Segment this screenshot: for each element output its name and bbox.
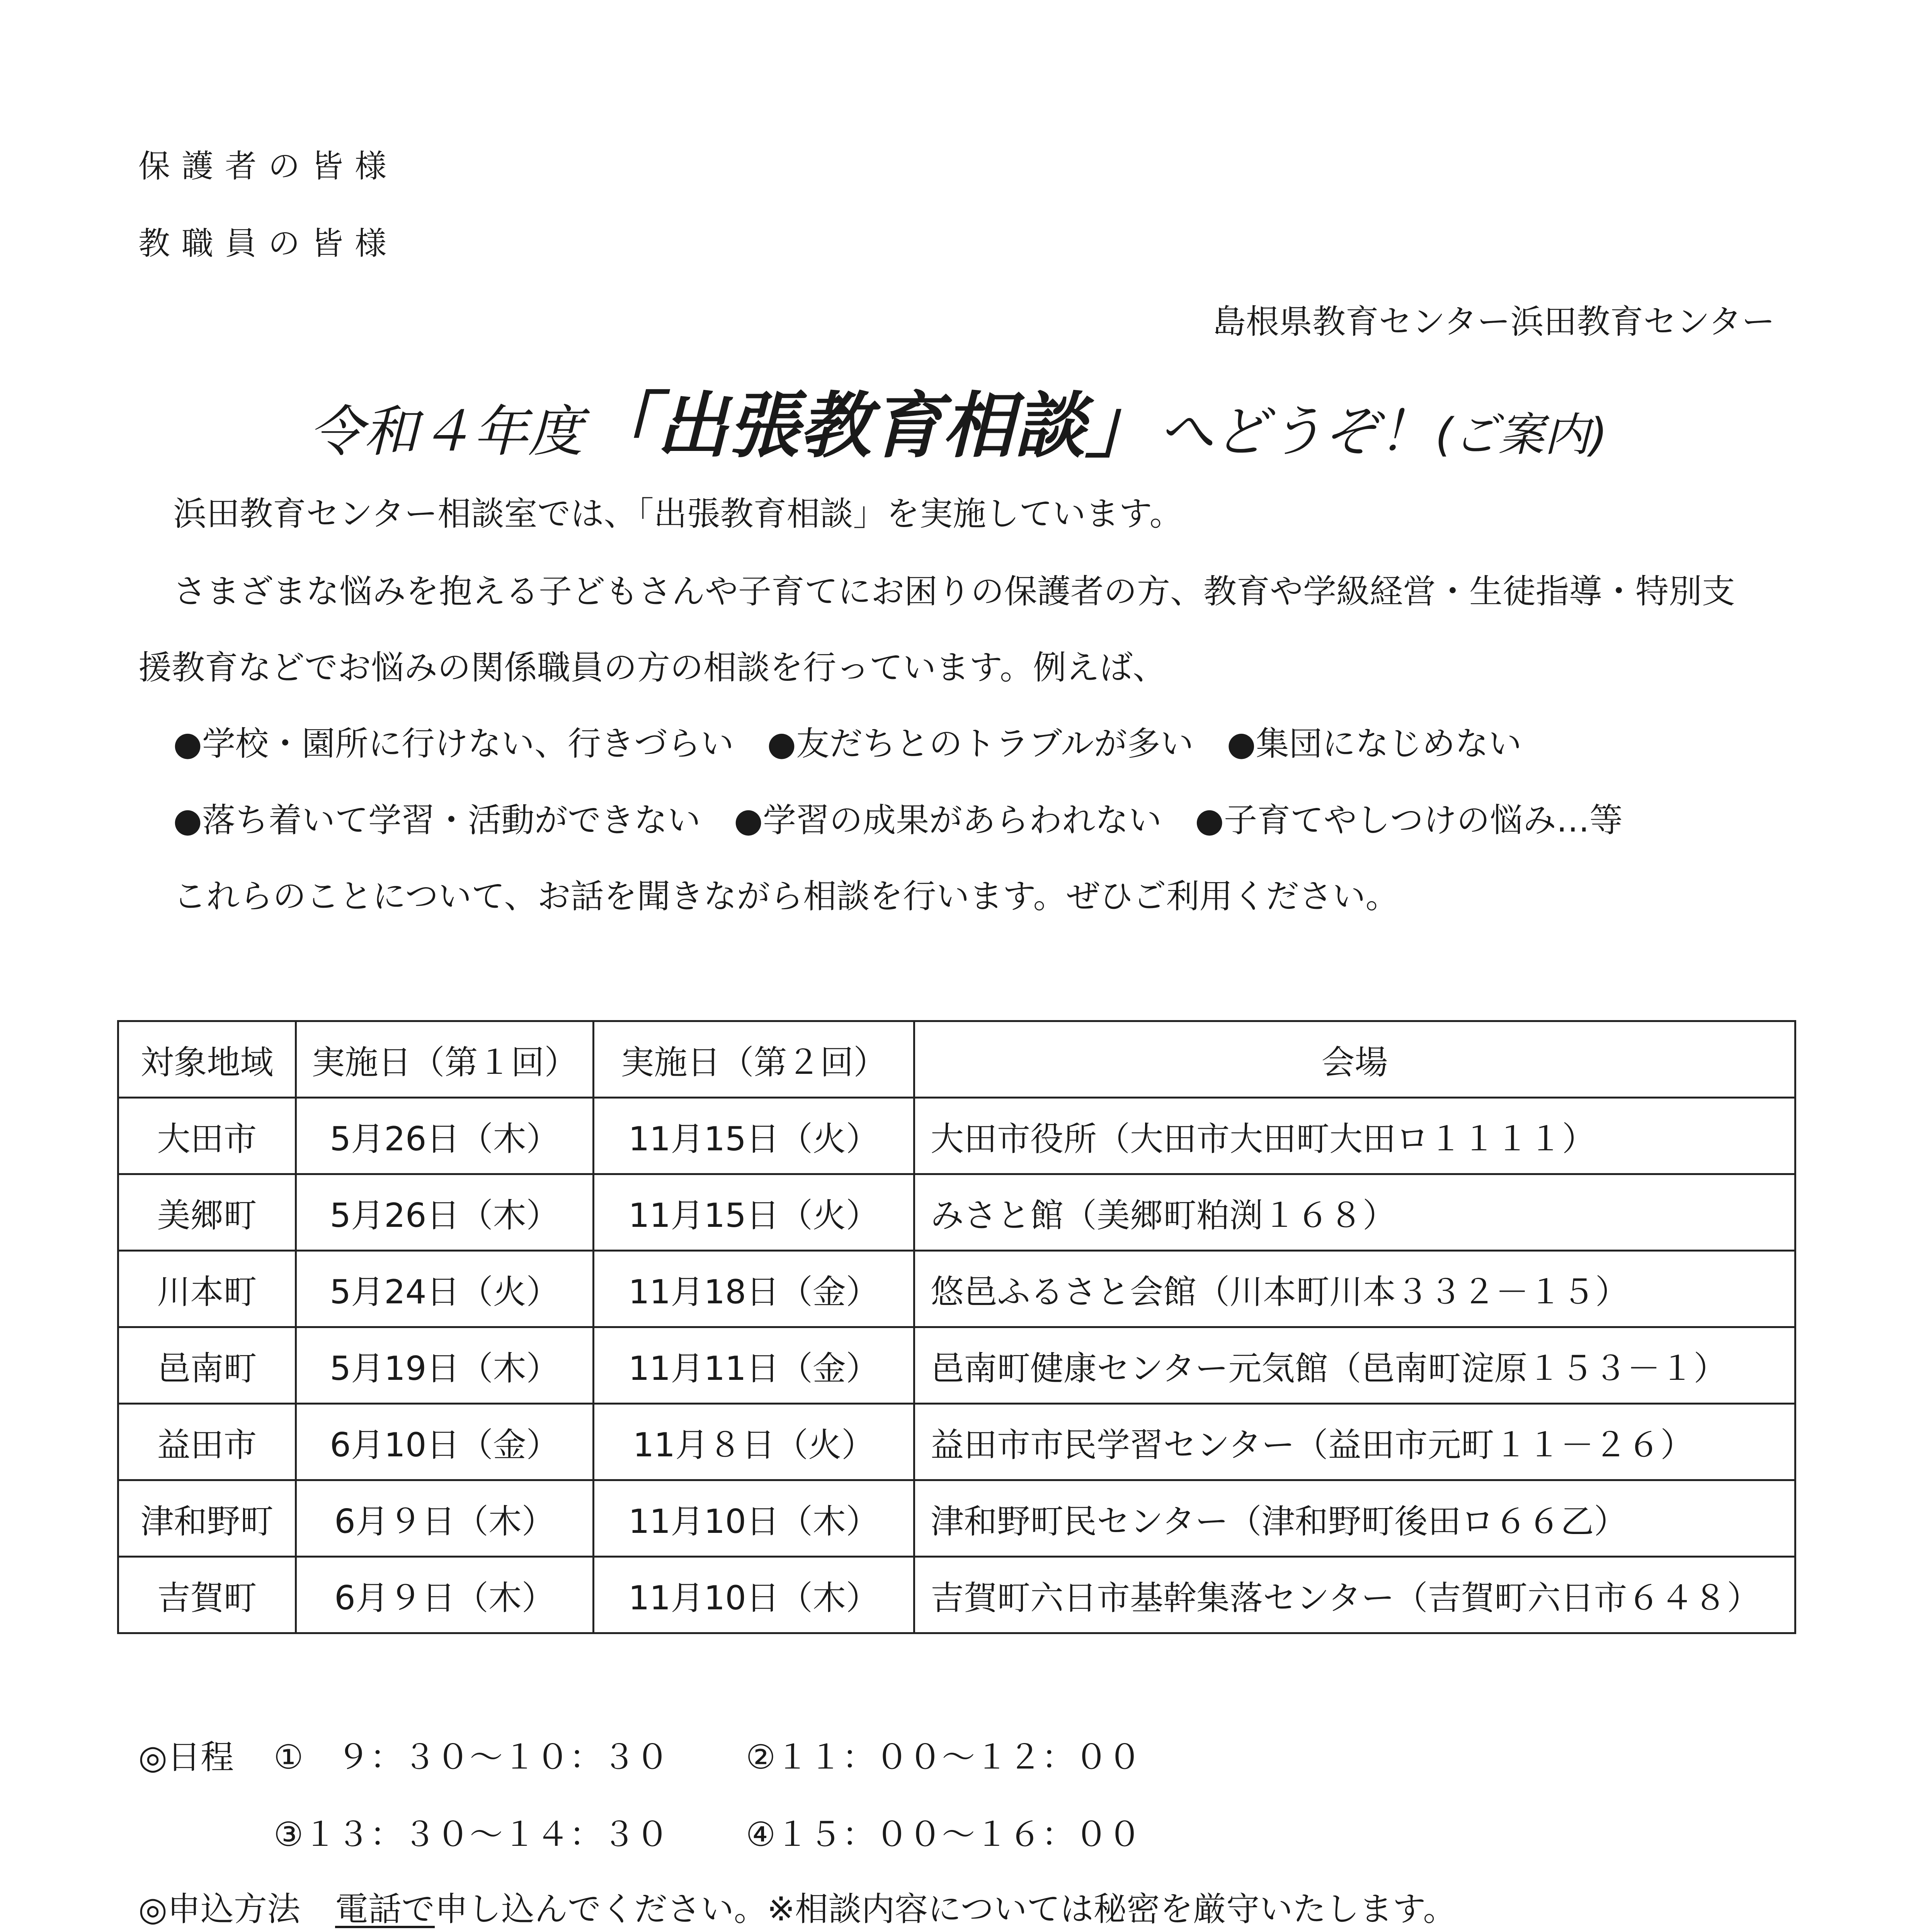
issuer: 島根県教育センター浜田教育センター (1212, 303, 1775, 341)
date-2-cell: 11月15日（火） (594, 1098, 914, 1174)
date-1-cell: 6月９日（木） (296, 1480, 594, 1557)
table-row (118, 1327, 1795, 1404)
table-row (118, 1251, 1795, 1327)
schedule-slot-3: ③１３：３０～１４：３０ (274, 1815, 669, 1854)
date-2-cell: 11月10日（木） (594, 1480, 914, 1557)
header-date-2: 実施日（第２回） (594, 1021, 914, 1098)
header-venue: 会場 (914, 1021, 1795, 1098)
date-1-cell: 6月９日（木） (296, 1557, 594, 1633)
venue-cell: 益田市市民学習センター（益田市元町１１－２６） (914, 1404, 1795, 1480)
addressee-guardians: 保護者の皆様 (138, 148, 398, 185)
header-date-1: 実施日（第１回） (296, 1021, 594, 1098)
region-cell: 美郷町 (118, 1174, 296, 1251)
venue-cell: 大田市役所（大田市大田町大田ロ１１１１） (914, 1098, 1795, 1174)
example-bullets-line-2: ●落ち着いて学習・活動ができない ●学習の成果があらわれない ●子育てやしつけの悩み…等 (173, 801, 1623, 840)
title-note: (ご案内) (1435, 408, 1608, 461)
venue-cell: 津和野町民センター（津和野町後田ロ６６乙） (914, 1480, 1795, 1557)
table-header-row (118, 1021, 1795, 1098)
date-1-cell: 6月10日（金） (296, 1404, 594, 1480)
table-row (118, 1404, 1795, 1480)
region-cell: 益田市 (118, 1404, 296, 1480)
apply-underlined: 電話で (335, 1890, 435, 1929)
date-2-cell: 11月18日（金） (594, 1251, 914, 1327)
title-main: 「出張教育相談」 (585, 384, 1157, 468)
region-cell: 川本町 (118, 1251, 296, 1327)
region-cell: 津和野町 (118, 1480, 296, 1557)
date-2-cell: 11月10日（木） (594, 1557, 914, 1633)
table-row (118, 1557, 1795, 1633)
venue-cell: みさと館（美郷町粕渕１６８） (914, 1174, 1795, 1251)
intro-paragraph-2-line-2: 援教育などでお悩みの関係職員の方の相談を行っています。例えば、 (138, 648, 1166, 687)
date-1-cell: 5月26日（木） (296, 1098, 594, 1174)
region-cell: 邑南町 (118, 1327, 296, 1404)
table-row (118, 1174, 1795, 1251)
schedule-label: ◎日程 (138, 1738, 234, 1777)
apply-method (138, 1890, 1457, 1929)
region-cell: 大田市 (118, 1098, 296, 1174)
table-row (118, 1480, 1795, 1557)
schedule-slot-4: ④１５：００～１６：００ (746, 1815, 1142, 1854)
apply-label: ◎申込方法 (138, 1890, 301, 1929)
schedule-table (117, 1020, 1796, 1634)
page-title (0, 384, 1916, 468)
example-bullets-line-1: ●学校・園所に行けない、行きづらい ●友だちとのトラブルが多い ●集団になじめない (173, 724, 1522, 763)
date-1-cell: 5月26日（木） (296, 1174, 594, 1251)
apply-text: 申し込んでください。※相談内容については秘密を厳守いたします。 (435, 1890, 1457, 1929)
date-2-cell: 11月15日（火） (594, 1174, 914, 1251)
title-suffix: へどうぞ！ (1159, 400, 1433, 464)
region-cell: 吉賀町 (118, 1557, 296, 1633)
intro-paragraph-2-line-1: さまざまな悩みを抱える子どもさんや子育てにお困りの保護者の方、教育や学級経営・生徒指導・特別支 (173, 572, 1735, 611)
date-2-cell: 11月８日（火） (594, 1404, 914, 1480)
date-1-cell: 5月19日（木） (296, 1327, 594, 1404)
intro-paragraph-1: 浜田教育センター相談室では、「出張教育相談」を実施しています。 (173, 495, 1183, 533)
addressee-staff: 教職員の皆様 (138, 225, 398, 262)
date-2-cell: 11月11日（金） (594, 1327, 914, 1404)
header-region: 対象地域 (118, 1021, 296, 1098)
title-prefix: 令和４年度 (308, 400, 583, 464)
closing-text: これらのことについて、お話を聞きながら相談を行います。ぜひご利用ください。 (173, 877, 1399, 916)
date-1-cell: 5月24日（火） (296, 1251, 594, 1327)
table-row (118, 1098, 1795, 1174)
venue-cell: 吉賀町六日市基幹集落センター（吉賀町六日市６４８） (914, 1557, 1795, 1633)
schedule-slot-1: ① ９：３０～１０：３０ (274, 1738, 669, 1777)
schedule-slot-2: ②１１：００～１２：００ (746, 1738, 1142, 1777)
venue-cell: 悠邑ふるさと会館（川本町川本３３２－１５） (914, 1251, 1795, 1327)
venue-cell: 邑南町健康センター元気館（邑南町淀原１５３－１） (914, 1327, 1795, 1404)
